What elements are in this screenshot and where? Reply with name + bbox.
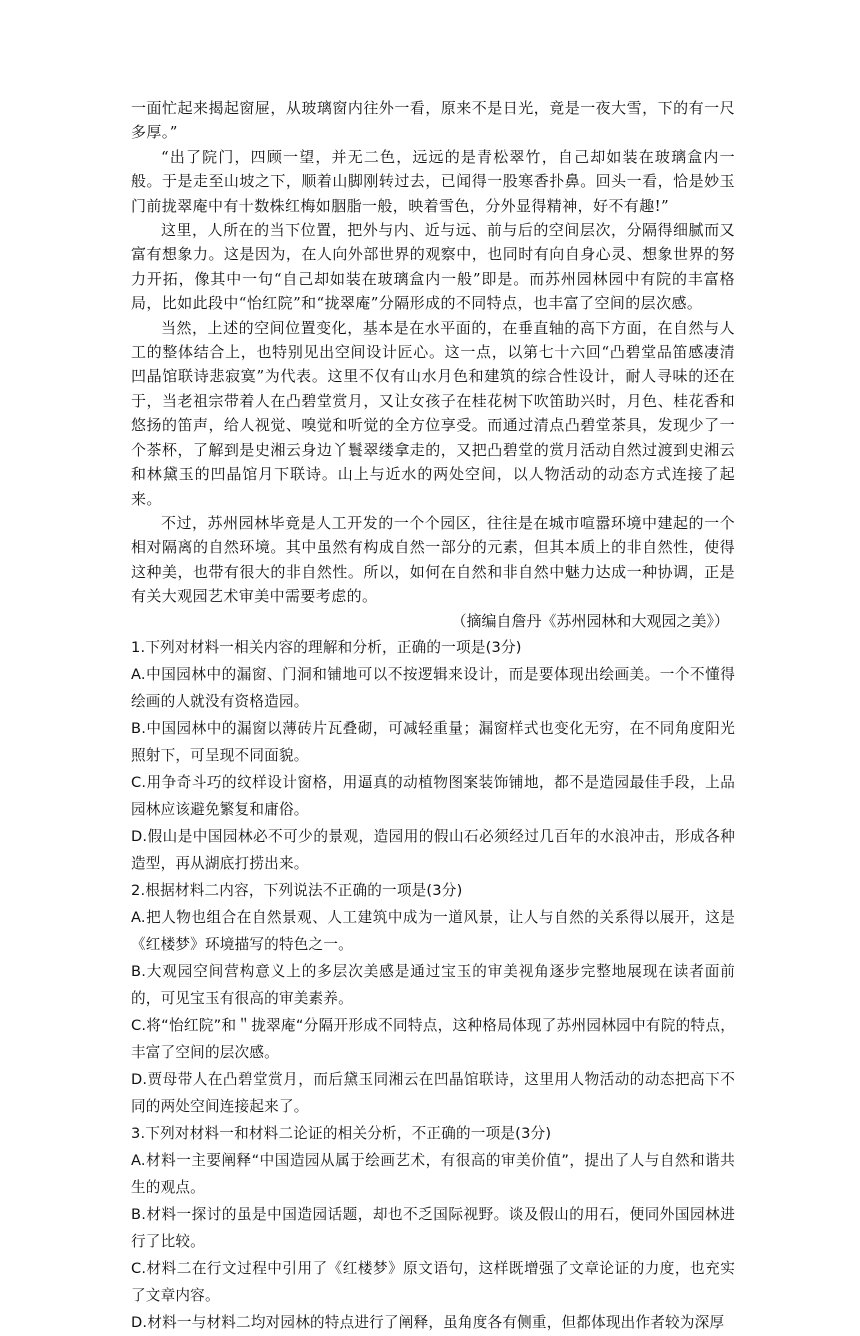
option-b: B.材料一探讨的虽是中国造园话题，却也不乏国际视野。谈及假山的用石，便同外国园林进行了比较。 — [131, 1205, 735, 1250]
passage-paragraph-3: 这里，人所在的当下位置，把外与内、近与远、前与后的空间层次，分隔得细腻而又富有想象力。这是因为，在人向外部世界的观察中，也同时有向自身心灵、想象世界的努力开拓，像其中一句“自己却如装在玻璃盒内一般”即是。而苏州园林园中有院的丰富格局，比如此段中“怡红院”和“拢翠庵”分隔形成的不同特点，也丰富了空间的层次感。 — [131, 221, 735, 313]
option-b: B.中国园林中的漏窗以薄砖片瓦叠砌，可减轻重量；漏窗样式也变化无穷，在不同角度阳光照射下，可呈现不同面貌。 — [131, 719, 735, 764]
question-list — [131, 634, 735, 1336]
option-d: D.材料一与材料二均对园林的特点进行了阐释，虽角度各有侧重，但都体现出作者较为深厚 — [131, 1313, 725, 1331]
reading-passage — [131, 96, 735, 634]
question-stem: 2.根据材料二内容，下列说法不正确的一项是(3分) — [131, 881, 463, 899]
option-c: C.将“怡红院”和＂拢翠庵“分隔开形成不同特点，这种格局体现了苏州园林园中有院的特点，丰富了空间的层次感。 — [131, 1016, 735, 1061]
passage-paragraph-1: 一面忙起来揭起窗屉，从玻璃窗内往外一看，原来不是日光，竟是一夜大雪，下的有一尺多厚。” — [131, 99, 735, 142]
question-stem: 1.下列对材料一相关内容的理解和分析，正确的一项是(3分) — [131, 638, 522, 656]
option-c: C.材料二在行文过程中引用了《红楼梦》原文语句，这样既增强了文章论证的力度，也充实了文章内容。 — [131, 1259, 735, 1304]
question-2 — [131, 877, 735, 1120]
option-d: D.贾母带人在凸碧堂赏月，而后黛玉同湘云在凹晶馆联诗，这里用人物活动的动态把高下不同的两处空间连接起来了。 — [131, 1070, 735, 1115]
exam-page — [131, 96, 735, 1336]
passage-paragraph-5: 不过，苏州园林毕竟是人工开发的一个个园区，往往是在城市喧嚣环境中建起的一个相对隔离的自然环境。其中虽然有构成自然一部分的元素，但其本质上的非自然性，使得这种美，也带有很大的非自然性。所以，如何在自然和非自然中魅力达成一种协调，正是有关大观园艺术审美中需要考虑的。 — [131, 513, 735, 606]
passage-source: （摘编自詹丹《苏州园林和大观园之美》） — [451, 611, 729, 630]
question-3 — [131, 1120, 735, 1336]
passage-paragraph-4: 当然，上述的空间位置变化，基本是在水平面的，在垂直轴的高下方面，在自然与人工的整体结合上，也特别见出空间设计匠心。这一点，以第七十六回“凸碧堂品笛感凄清凹晶馆联诗悲寂寞”为代表。这里不仅有山水月色和建筑的综合性设计，耐人寻味的还在于，当老祖宗带着人在凸碧堂赏月，又让女孩子在桂花树下吹笛助兴时，月色、桂花香和悠扬的笛声，给人视觉、嗅觉和听觉的全方位享受。而通过清点凸碧堂茶具，发现少了一个茶杯，了解到是史湘云身边丫鬟翠缕拿走的，又把凸碧堂的赏月活动自然过渡到史湘云和林黛玉的凹晶馆月下联诗。山上与近水的两处空间，以人物活动的动态方式连接了起来。 — [131, 318, 735, 508]
question-1 — [131, 634, 735, 877]
option-d: D.假山是中国园林必不可少的景观，造园用的假山石必须经过几百年的水浪冲击，形成各种造型，再从湖底打捞出来。 — [131, 827, 735, 872]
passage-paragraph-2: “出了院门，四顾一望，并无二色，远远的是青松翠竹，自己却如装在玻璃盒内一般。于是走至山坡之下，顺着山脚刚转过去，已闻得一股寒香扑鼻。回头一看，恰是妙玉门前拢翠庵中有十数株红梅如胭脂一般，映着雪色，分外显得精神，好不有趣!” — [131, 147, 735, 215]
option-a: A.把人物也组合在自然景观、人工建筑中成为一道风景，让人与自然的关系得以展开，这是《红楼梦》环境描写的特色之一。 — [131, 908, 735, 953]
option-a: A.中国园林中的漏窗、门洞和铺地可以不按逻辑来设计，而是要体现出绘画美。一个不懂得绘画的人就没有资格造园。 — [131, 665, 735, 710]
option-a: A.材料一主要阐释“中国造园从属于绘画艺术，有很高的审美价值”，提出了人与自然和谐共生的观点。 — [131, 1151, 735, 1196]
option-b: B.大观园空间营构意义上的多层次美感是通过宝玉的审美视角逐步完整地展现在读者面前的，可见宝玉有很高的审美素养。 — [131, 962, 735, 1007]
question-stem: 3.下列对材料一和材料二论证的相关分析，不正确的一项是(3分) — [131, 1124, 552, 1142]
option-c: C.用争奇斗巧的纹样设计窗格，用逼真的动植物图案装饰铺地，都不是造园最佳手段，上品园林应该避免繁复和庸俗。 — [131, 773, 735, 818]
